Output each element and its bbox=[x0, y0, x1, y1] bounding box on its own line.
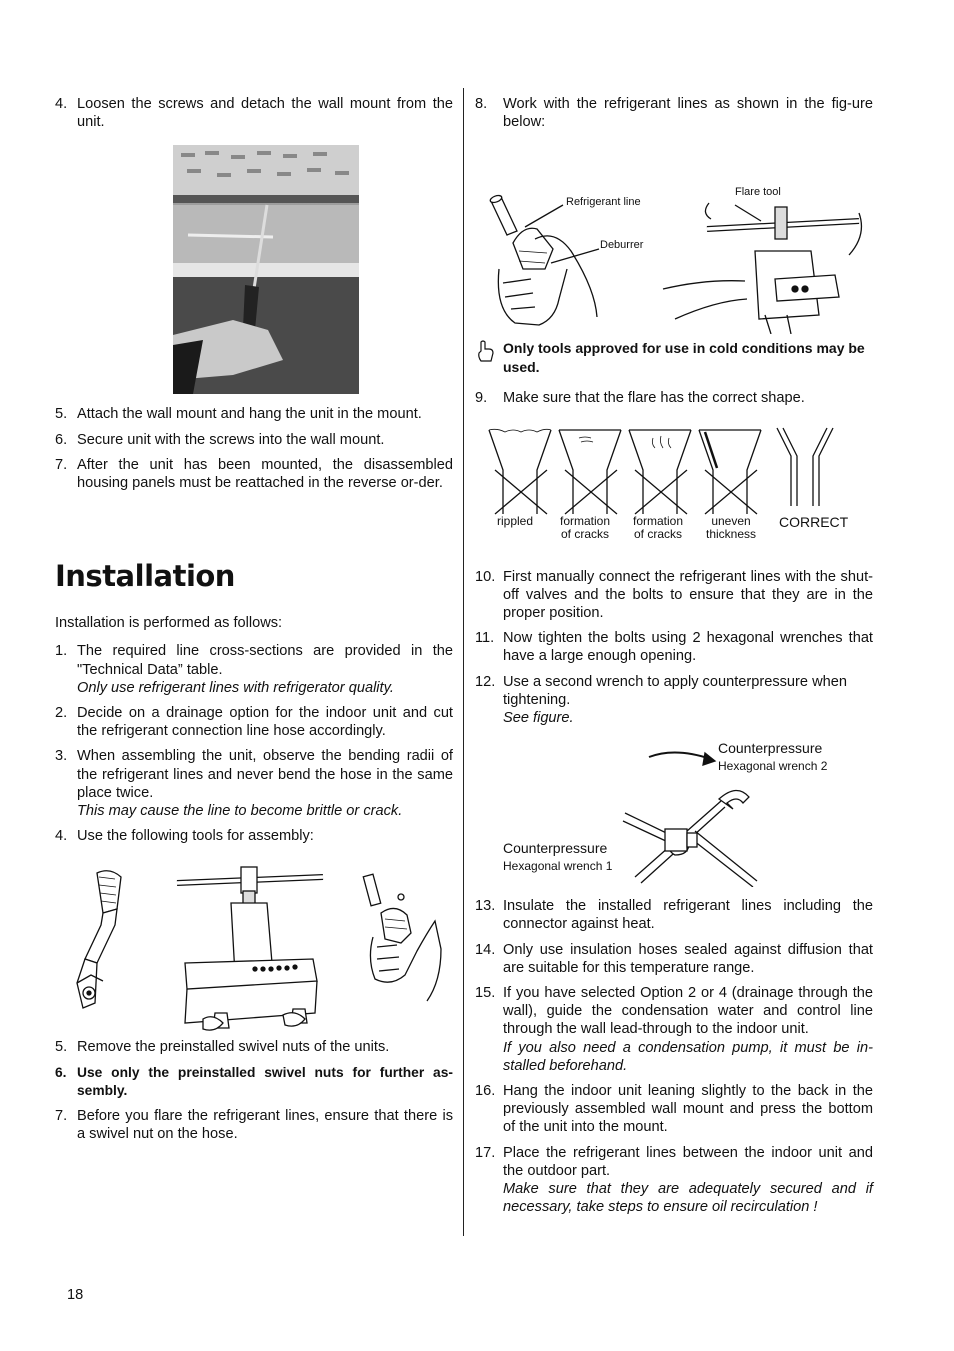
flare-correct-icon bbox=[777, 428, 833, 506]
step-12: 12. Use a second wrench to apply counterpressure when tightening. See figure. bbox=[475, 673, 847, 727]
deburrer-label: Deburrer bbox=[600, 239, 644, 252]
steps-5-7 bbox=[55, 405, 453, 492]
step-8-work-lines: 8. Work with the refrigerant lines as shown in the fig-ure below: bbox=[475, 96, 873, 131]
rippled-label: rippled bbox=[496, 513, 534, 528]
flare-tool-icon bbox=[663, 203, 861, 334]
install-step-2: 2. Decide on a drainage option for the indoor unit and cut the refrigerant connection line hose accordingly. bbox=[55, 705, 453, 740]
step-17: 17. Place the refrigerant lines between the indoor unit and the outdoor part. Make sure that they are adequately secured and if necessary, take steps to ensure oil recirculation ! bbox=[475, 1144, 873, 1216]
wrench-illustration bbox=[475, 737, 873, 897]
install-step-3: 3. When assembling the unit, observe the bending radii of the refrigerant lines and never bend the hose in the same place twice. This may cause the line to become brittle or crack. bbox=[55, 748, 453, 820]
pointing-hand-icon bbox=[475, 339, 503, 377]
step-16: 16. Hang the indoor unit leaning slightly to the back in the previously assembled wall mount and press the bottom of the unit into the mount. bbox=[475, 1083, 873, 1136]
column-divider bbox=[463, 88, 464, 1236]
step-9-flare-shape: 9. Make sure that the flare has the correct shape. bbox=[475, 390, 805, 407]
pipe-connection-icon bbox=[665, 829, 757, 887]
tools-illustration bbox=[55, 863, 453, 1038]
cracks-2-label: formation of cracks bbox=[632, 513, 684, 541]
counterpressure-1-label: Counterpressure bbox=[503, 840, 608, 857]
final-step-7: 7. Before you flare the refrigerant lines, ensure that there is a swivel nut on the hose. bbox=[55, 1108, 453, 1143]
refrigerant-line-icon bbox=[489, 195, 517, 236]
pipe-cutter-icon bbox=[77, 871, 121, 1008]
flare-shapes-illustration bbox=[475, 420, 873, 568]
flare-tool-label: Flare tool bbox=[735, 186, 781, 199]
wall-mount-photo bbox=[55, 145, 453, 405]
deburrer-hand-icon bbox=[363, 875, 441, 1002]
steps-10-12 bbox=[475, 568, 873, 728]
step-15: 15. If you have selected Option 2 or 4 (drainage through the wall), guide the condensation water and control line through the wall lead-through to the indoor unit. If you also need a condensation pump, it must be in-stalled beforehand. bbox=[475, 985, 873, 1074]
install-step-1: 1. The required line cross-sections are provided in the "Technical Data” table. Only use refrigerant lines with refrigerator quality. bbox=[55, 643, 453, 696]
installation-steps bbox=[55, 642, 453, 845]
step-5-attach: 5. Attach the wall mount and hang the unit in the mount. bbox=[55, 406, 422, 423]
flare-tool-icon bbox=[177, 867, 323, 1030]
cold-conditions-note: Only tools approved for use in cold conditions may be used. bbox=[475, 339, 873, 377]
refrigerant-line-label: Refrigerant line bbox=[566, 196, 641, 209]
counterpressure-2-label: Counterpressure bbox=[718, 740, 823, 757]
cracks-1-label: formation of cracks bbox=[559, 513, 611, 541]
step-4-detach: 4. Loosen the screws and detach the wall mount from the unit. bbox=[55, 96, 453, 131]
final-step-5: 5. Remove the preinstalled swivel nuts of the units. bbox=[55, 1039, 390, 1056]
flare-cracks-2-icon bbox=[629, 430, 691, 514]
section-heading: Installation bbox=[55, 559, 235, 594]
step-6-secure: 6. Secure unit with the screws into the wall mount. bbox=[55, 431, 385, 448]
right-column bbox=[475, 95, 873, 1223]
step-11: 11. Now tighten the bolts using 2 hexagonal wrenches that have a large enough opening. bbox=[475, 630, 873, 665]
deburrer-hand-icon bbox=[498, 229, 597, 326]
flare-process-illustration bbox=[475, 139, 873, 339]
hex-wrench-1-label: Hexagonal wrench 1 bbox=[503, 859, 613, 874]
step-10: 10. First manually connect the refrigerant lines with the shut-off valves and the bolts to ensure that they are in the proper position. bbox=[475, 568, 873, 622]
step-14: 14. Only use insulation hoses sealed against diffusion that are suitable for this temperature range. bbox=[475, 941, 873, 976]
page-number: 18 bbox=[67, 1287, 84, 1303]
flare-cracks-1-icon bbox=[559, 430, 621, 514]
steps-5-7-final bbox=[55, 1038, 453, 1143]
uneven-label: uneven thickness bbox=[705, 513, 757, 541]
intro-text: Installation is performed as follows: bbox=[55, 615, 283, 632]
final-step-6: 6. Use only the preinstalled swivel nuts for further as-sembly. bbox=[55, 1064, 453, 1098]
flare-uneven-icon bbox=[699, 430, 761, 514]
flare-rippled-icon bbox=[489, 429, 551, 514]
hex-wrench-2-label: Hexagonal wrench 2 bbox=[718, 759, 828, 774]
step-7-reattach: 7. After the unit has been mounted, the disassembled housing panels must be reattached in the reverse or-der. bbox=[55, 456, 453, 492]
correct-label: CORRECT bbox=[779, 513, 849, 530]
install-step-4: 4. Use the following tools for assembly: bbox=[55, 828, 314, 845]
steps-13-17 bbox=[475, 897, 873, 1216]
left-column bbox=[55, 95, 453, 1150]
step-13: 13. Insulate the installed refrigerant lines including the connector against heat. bbox=[475, 898, 873, 933]
